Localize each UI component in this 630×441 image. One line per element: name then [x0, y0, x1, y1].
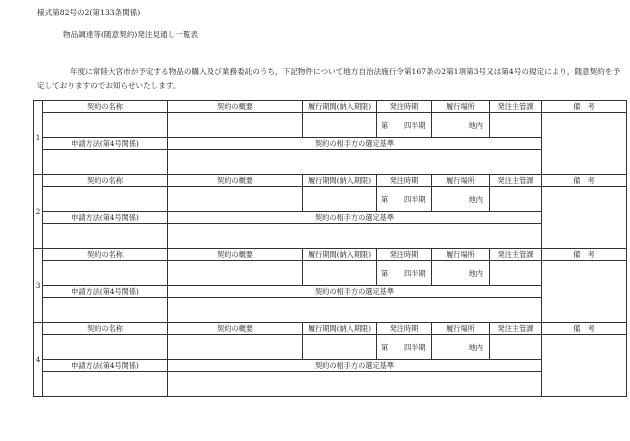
contract-summary-field [168, 335, 303, 360]
outlook-table [33, 100, 627, 397]
performance-period-field [303, 187, 377, 212]
header-ordering-section: 発注主管課 [490, 101, 542, 113]
order-timing-field [377, 187, 432, 212]
header-remarks: 備 考 [542, 101, 627, 113]
header-contract-name: 契約の名称 [43, 175, 168, 187]
header-ordering-section: 発注主管課 [490, 175, 542, 187]
place-suffix: 地内 [468, 195, 483, 204]
location-field [432, 261, 490, 286]
order-timing-field [377, 335, 432, 360]
remarks-field [542, 261, 627, 323]
contract-name-field [43, 335, 168, 360]
place-suffix: 地内 [468, 343, 483, 352]
header-selection-criteria: 契約の相手方の選定基準 [168, 138, 542, 150]
quarter-prefix: 第 [381, 195, 389, 204]
place-suffix: 地内 [468, 269, 483, 278]
performance-period-field [303, 335, 377, 360]
header-remarks: 備 考 [542, 175, 627, 187]
header-order-timing: 発注時期 [377, 249, 432, 261]
location-field [432, 335, 490, 360]
place-suffix: 地内 [468, 121, 483, 130]
ordering-section-field [490, 187, 542, 212]
quarter-prefix: 第 [381, 343, 389, 352]
header-application-method: 申請方法(第4号関係) [43, 138, 168, 150]
intro-paragraph [37, 65, 625, 93]
contract-summary-field [168, 187, 303, 212]
block-number: 2 [34, 175, 43, 249]
order-timing-field [377, 261, 432, 286]
header-remarks: 備 考 [542, 323, 627, 335]
remarks-field [542, 187, 627, 249]
header-selection-criteria: 契約の相手方の選定基準 [168, 212, 542, 224]
header-performance-period: 履行期間(納入期限) [303, 101, 377, 113]
application-method-field [43, 372, 168, 397]
header-application-method: 申請方法(第4号関係) [43, 360, 168, 372]
application-method-field [43, 150, 168, 175]
intro-text: 年度に常陸大宮市が予定する物品の購入及び業務委託のうち，下記物件について地方自治法施行令第167条の2第1項第3号又は第4号の規定により，随意契約を予定しておりますのでお知らせいたします。 [37, 67, 621, 90]
header-location: 履行場所 [432, 323, 490, 335]
quarter-suffix: 四半期 [404, 269, 426, 278]
header-contract-name: 契約の名称 [43, 101, 168, 113]
header-contract-summary: 契約の概要 [168, 249, 303, 261]
block-number: 3 [34, 249, 43, 323]
header-performance-period: 履行期間(納入期限) [303, 249, 377, 261]
header-selection-criteria: 契約の相手方の選定基準 [168, 286, 542, 298]
location-field [432, 187, 490, 212]
block-number: 1 [34, 101, 43, 175]
order-timing-field [377, 113, 432, 138]
header-contract-summary: 契約の概要 [168, 101, 303, 113]
header-selection-criteria: 契約の相手方の選定基準 [168, 360, 542, 372]
header-contract-name: 契約の名称 [43, 249, 168, 261]
quarter-prefix: 第 [381, 121, 389, 130]
ordering-section-field [490, 113, 542, 138]
header-remarks: 備 考 [542, 249, 627, 261]
header-performance-period: 履行期間(納入期限) [303, 323, 377, 335]
contract-summary-field [168, 261, 303, 286]
header-order-timing: 発注時期 [377, 323, 432, 335]
application-method-field [43, 224, 168, 249]
selection-criteria-field [168, 224, 542, 249]
performance-period-field [303, 113, 377, 138]
selection-criteria-field [168, 150, 542, 175]
form-number: 様式第82号の2(第133条関係) [37, 8, 141, 17]
header-application-method: 申請方法(第4号関係) [43, 212, 168, 224]
header-contract-summary: 契約の概要 [168, 175, 303, 187]
header-ordering-section: 発注主管課 [490, 323, 542, 335]
document-title: 物品調達等(随意契約)発注見通し一覧表 [63, 30, 199, 39]
block-number: 4 [34, 323, 43, 397]
ordering-section-field [490, 261, 542, 286]
application-method-field [43, 298, 168, 323]
remarks-field [542, 113, 627, 175]
header-ordering-section: 発注主管課 [490, 249, 542, 261]
header-order-timing: 発注時期 [377, 101, 432, 113]
contract-summary-field [168, 113, 303, 138]
header-contract-name: 契約の名称 [43, 323, 168, 335]
selection-criteria-field [168, 298, 542, 323]
header-order-timing: 発注時期 [377, 175, 432, 187]
contract-name-field [43, 261, 168, 286]
quarter-suffix: 四半期 [404, 195, 426, 204]
selection-criteria-field [168, 372, 542, 397]
quarter-suffix: 四半期 [404, 343, 426, 352]
remarks-field [542, 335, 627, 397]
quarter-prefix: 第 [381, 269, 389, 278]
contract-name-field [43, 113, 168, 138]
contract-name-field [43, 187, 168, 212]
ordering-section-field [490, 335, 542, 360]
header-performance-period: 履行期間(納入期限) [303, 175, 377, 187]
location-field [432, 113, 490, 138]
header-application-method: 申請方法(第4号関係) [43, 286, 168, 298]
header-location: 履行場所 [432, 101, 490, 113]
quarter-suffix: 四半期 [404, 121, 426, 130]
performance-period-field [303, 261, 377, 286]
header-location: 履行場所 [432, 249, 490, 261]
header-location: 履行場所 [432, 175, 490, 187]
header-contract-summary: 契約の概要 [168, 323, 303, 335]
